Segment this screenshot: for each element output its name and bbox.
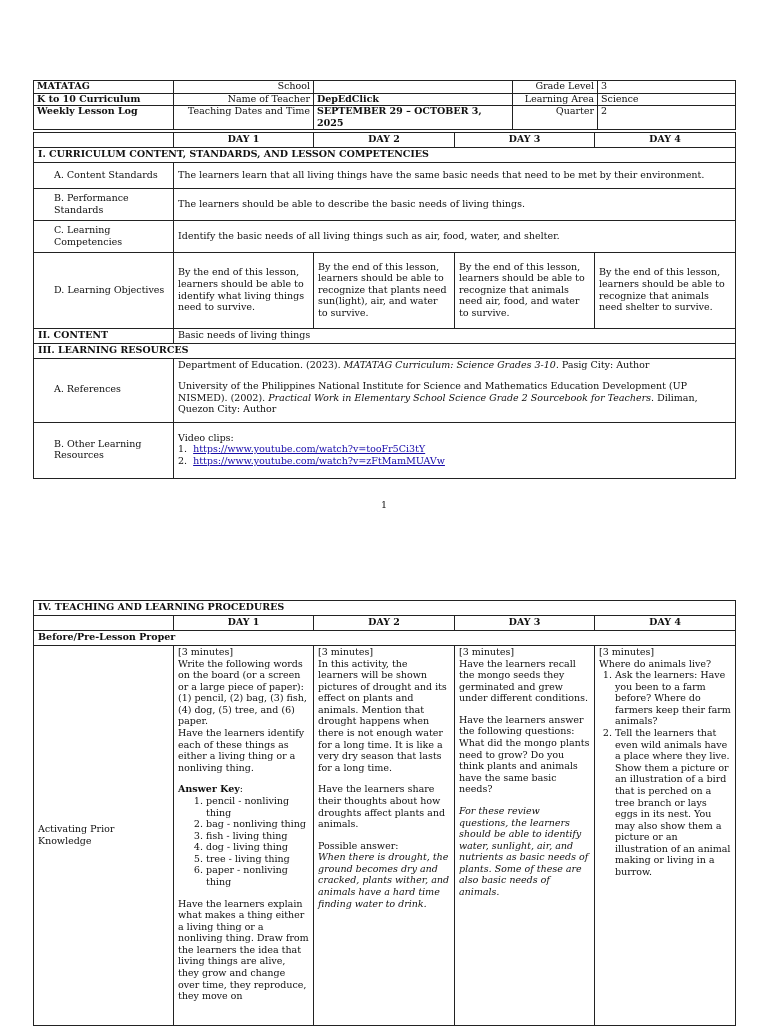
other-resources-label: B. Other Learning Resources [34, 422, 174, 478]
label-learning-area: Learning Area [513, 93, 598, 106]
performance-label: B. Performance Standards [34, 189, 174, 221]
day4-header-2: DAY 4 [595, 616, 736, 631]
objective-day3: By the end of this lesson, learners should be able to recognize that animals need air, food, and water to survive. [455, 253, 595, 329]
other-resources-cell: Video clips: 1. https://www.youtube.com/watch?v=tooFr5Ci3tY 2. https://www.youtube.com/watch?v=zFtMamMUAVw [174, 422, 736, 478]
day2-header: DAY 2 [314, 133, 455, 148]
day1-header: DAY 1 [174, 133, 314, 148]
content-standards-label: A. Content Standards [34, 163, 174, 189]
value-learning-area: Science [598, 93, 736, 106]
objective-day2: By the end of this lesson, learners should be able to recognize that plants need sun(light), air, and water to survive. [314, 253, 455, 329]
title-lesson-log: Weekly Lesson Log [34, 106, 174, 130]
value-grade-level: 3 [598, 81, 736, 94]
objective-day4: By the end of this lesson, learners should be able to recognize that animals need shelter to survive. [595, 253, 736, 329]
section2-title: II. CONTENT [34, 329, 174, 344]
section1-title: I. CURRICULUM CONTENT, STANDARDS, AND LESSON COMPETENCIES [34, 148, 736, 163]
value-teacher: DepEdClick [314, 93, 513, 106]
apk-day3: [3 minutes] Have the learners recall the mongo seeds they germinated and grew under different conditions. Have the learners answer the following questions: What did the mongo plants need to grow? Do you think plants and animals have the same basic needs? For these review questions, the learners should be able to identify water, sunlight, air, and nutrients as basic needs of plants. Some of these are also basic needs of animals. [455, 646, 595, 1026]
corner-cell [34, 133, 174, 148]
apk-day1: [3 minutes] Write the following words on the board (or a screen or a large piece of paper): (1) pencil, (2) bag, (3) fish, (4) dog, (5) tree, and (6) paper. Have the learners identify each of these things as either a living thing or a nonliving thing. Answer Key: 1. pencil - nonliving thing 2. bag - nonliving thing 3. fish - living thing 4. dog - living thing 5. tree - living thing 6. paper - nonliving thing Have the learners explain what makes a thing either a living thing or a nonliving thing. Draw from the learners the idea that living things are alive, they grow and change over time, they reproduce, they move on [174, 646, 314, 1026]
value-quarter: 2 [598, 106, 736, 130]
apk-label: Activating Prior Knowledge [34, 646, 174, 1026]
day1-header-2: DAY 1 [174, 616, 314, 631]
label-quarter: Quarter [513, 106, 598, 130]
reference-2: University of the Philippines National Institute for Science and Mathematics Education Development (UP NISMED). (2002). Practical Work in Elementary School Science Grade 2 Sourcebook for Teachers. Diliman, Quezon City: Author [178, 381, 698, 416]
label-grade-level: Grade Level [513, 81, 598, 94]
apk-day2: [3 minutes] In this activity, the learners will be shown pictures of drought and its effect on plants and animals. Mention that drought happens when there is not enough water for a long time. It is like a very dry season that lasts for a long time. Have the learners share their thoughts about how droughts affect plants and animals. Possible answer: When there is drought, the ground becomes dry and cracked, plants wither, and animals have a hard time finding water to drink. [314, 646, 455, 1026]
video-link-2[interactable]: https://www.youtube.com/watch?v=zFtMamMUAVw [193, 455, 445, 467]
title-curriculum: K to 10 Curriculum [34, 93, 174, 106]
lesson-table [33, 132, 736, 479]
procedures-table [33, 600, 736, 1026]
label-dates: Teaching Dates and Time [174, 106, 314, 130]
day3-header: DAY 3 [455, 133, 595, 148]
title-matatag: MATATAG [34, 81, 174, 94]
label-teacher: Name of Teacher [174, 93, 314, 106]
header-table [33, 80, 736, 130]
video-link-1[interactable]: https://www.youtube.com/watch?v=tooFr5Ci3tY [193, 444, 426, 456]
day4-header: DAY 4 [595, 133, 736, 148]
competencies-label: C. Learning Competencies [34, 221, 174, 253]
video-title: Video clips: [178, 432, 234, 444]
value-school [314, 81, 513, 94]
objectives-label: D. Learning Objectives [34, 253, 174, 329]
references-label: A. References [34, 358, 174, 422]
competencies: Identify the basic needs of all living things such as air, food, water, and shelter. [174, 221, 736, 253]
value-dates: SEPTEMBER 29 – OCTOBER 3, 2025 [314, 106, 513, 130]
before-lesson-title: Before/Pre-Lesson Proper [34, 631, 736, 646]
day2-header-2: DAY 2 [314, 616, 455, 631]
section3-title: III. LEARNING RESOURCES [34, 344, 736, 359]
apk-day4: [3 minutes] Where do animals live? 1. Ask the learners: Have you been to a farm before? Where do farmers keep their farm animals? 2. Tell the learners that even wild animals have a place where they live. Show them a picture or an illustration of a bird that is perched on a tree branch or lays eggs in its nest. You may also show them a picture or an illustration of an animal making or living in a burrow. [595, 646, 736, 1026]
section2-content: Basic needs of living things [174, 329, 736, 344]
label-school: School [174, 81, 314, 94]
references-cell [174, 358, 736, 422]
day3-header-2: DAY 3 [455, 616, 595, 631]
page-number: 1 [380, 500, 388, 511]
corner-cell-2 [34, 616, 174, 631]
content-standards: The learners learn that all living things have the same basic needs that need to be met by their environment. [174, 163, 736, 189]
reference-1: Department of Education. (2023). MATATAG Curriculum: Science Grades 3-10. Pasig City: Author [178, 359, 650, 371]
objective-day1: By the end of this lesson, learners should be able to identify what living things need to survive. [174, 253, 314, 329]
section4-title: IV. TEACHING AND LEARNING PROCEDURES [34, 601, 736, 616]
performance-standards: The learners should be able to describe the basic needs of living things. [174, 189, 736, 221]
